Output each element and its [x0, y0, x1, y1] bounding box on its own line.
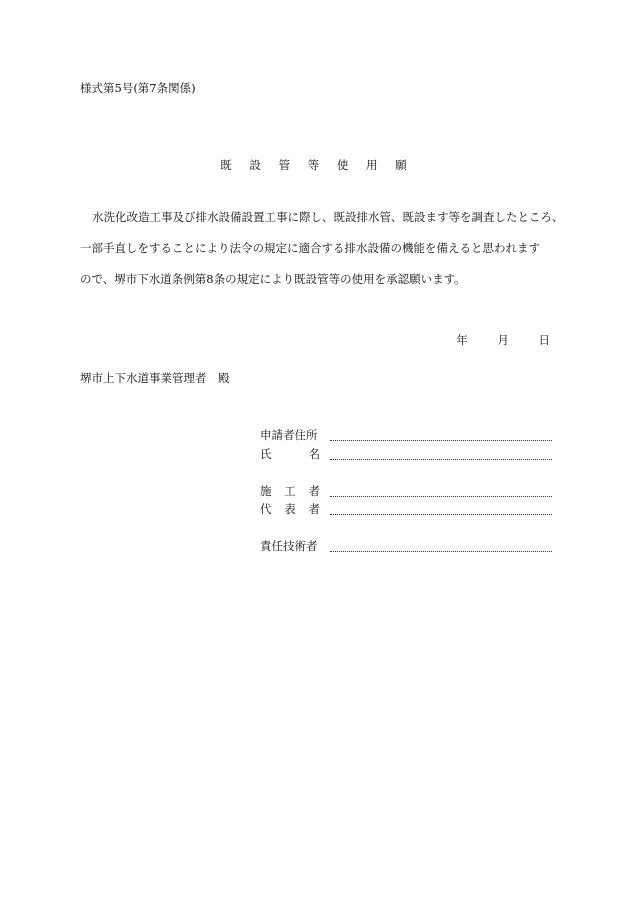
applicant-address-field[interactable]	[260, 427, 552, 443]
name-char-2: 名	[308, 447, 320, 461]
applicant-address-label: 申請者住所	[260, 428, 318, 442]
representative-char-1: 代	[260, 502, 272, 516]
representative-char-3: 者	[308, 502, 320, 516]
addressee: 堺市上下水道事業管理者 殿	[80, 371, 230, 385]
responsible-engineer-label: 責任技術者	[260, 539, 318, 553]
representative-field[interactable]	[260, 501, 552, 517]
applicant-address-line[interactable]	[330, 440, 552, 441]
responsible-engineer-field[interactable]	[260, 538, 552, 554]
date-month-label: 月	[497, 333, 509, 347]
applicant-name-line[interactable]	[330, 459, 552, 460]
contractor-char-3: 者	[308, 484, 320, 498]
representative-label	[260, 501, 320, 517]
date-row	[456, 332, 550, 348]
applicant-name-label	[260, 446, 320, 462]
representative-char-2: 表	[284, 502, 296, 516]
representative-line[interactable]	[330, 514, 552, 515]
responsible-engineer-line[interactable]	[330, 551, 552, 552]
document-title: 既 設 管 等 使 用 願	[220, 158, 414, 172]
body-text-line-1: 水洗化改造工事及び排水設備設置工事に際し、既設排水管、既設ます等を調査したところ、	[92, 210, 564, 224]
contractor-label	[260, 483, 320, 499]
contractor-char-2: 工	[284, 484, 296, 498]
contractor-char-1: 施	[260, 484, 272, 498]
name-char-1: 氏	[260, 447, 272, 461]
applicant-name-field[interactable]	[260, 446, 552, 462]
date-day-label: 日	[538, 333, 550, 347]
body-text-line-3: ので、堺市下水道条例第8条の規定により既設管等の使用を承認願います。	[80, 272, 466, 286]
date-year-label: 年	[456, 333, 468, 347]
form-number: 様式第5号(第7条関係)	[80, 81, 196, 95]
contractor-field[interactable]	[260, 483, 552, 499]
body-text-line-2: 一部手直しをすることにより法令の規定に適合する排水設備の機能を備えると思われます	[80, 241, 540, 255]
contractor-line[interactable]	[330, 496, 552, 497]
